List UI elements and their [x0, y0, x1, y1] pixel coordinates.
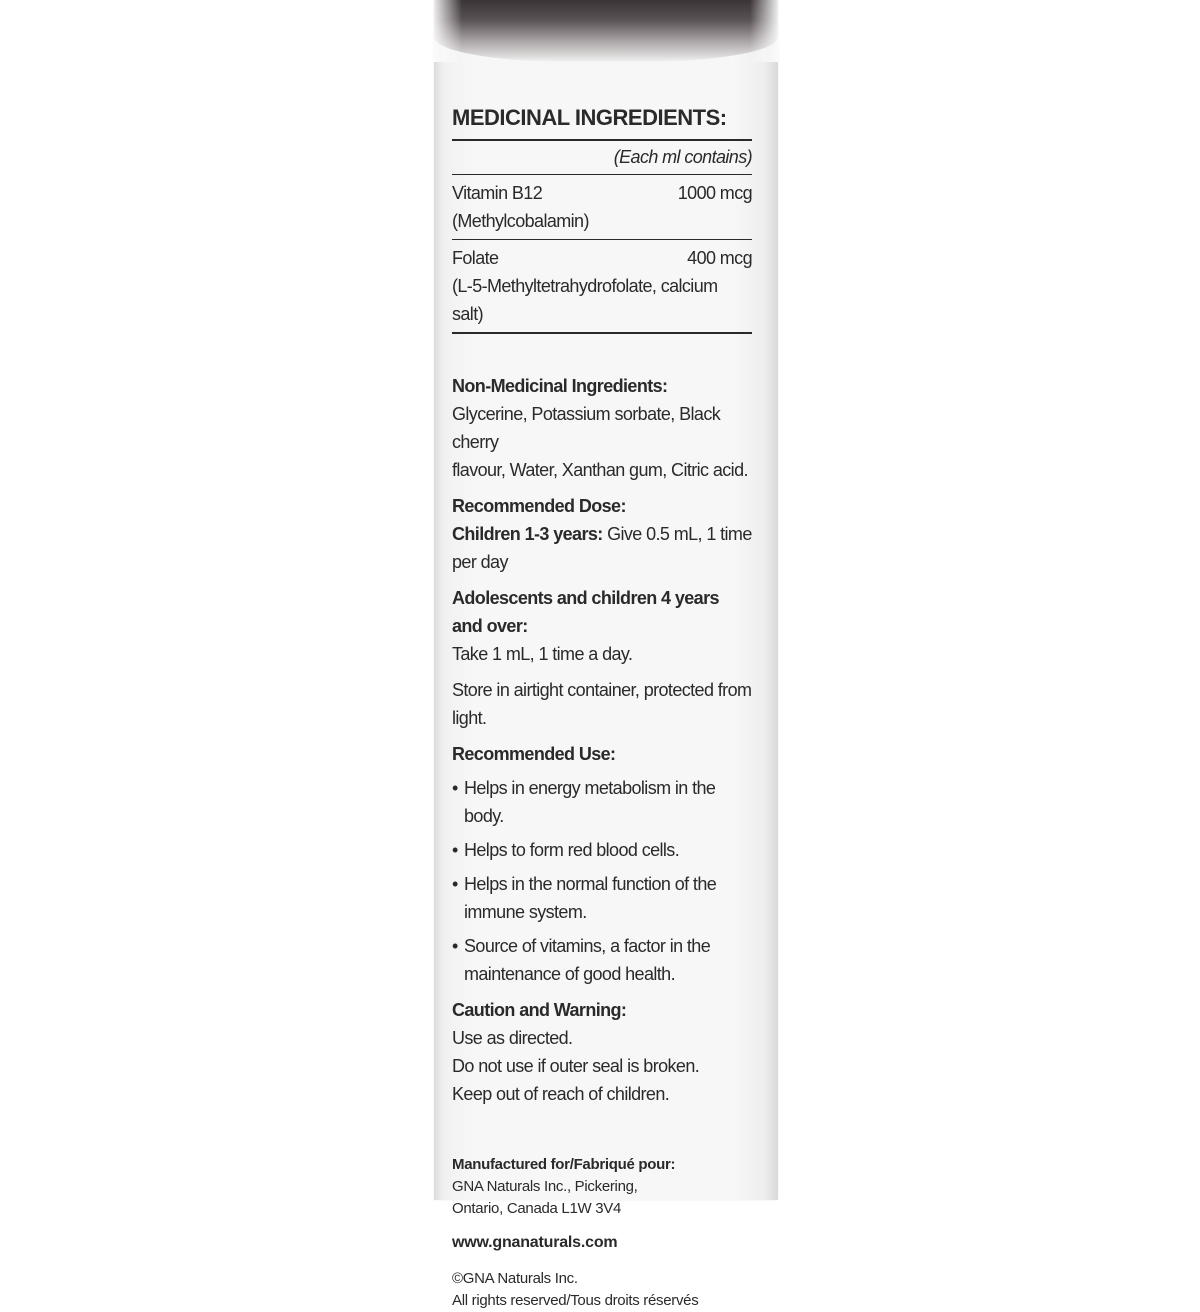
- dose-children-label: Children 1-3 years:: [452, 524, 603, 544]
- box-top-opening: [434, 0, 778, 62]
- caution-heading: Caution and Warning:: [452, 1000, 627, 1020]
- use-bullet: [452, 836, 752, 864]
- bullet-icon: •: [452, 840, 458, 860]
- manufacturer-line: GNA Naturals Inc., Pickering,: [452, 1178, 638, 1195]
- per-ml-note: (Each ml contains): [452, 141, 752, 175]
- ingredient-detail: (Methylcobalamin): [452, 211, 589, 231]
- copyright-text: ©GNA Naturals Inc.: [452, 1270, 578, 1287]
- non-medicinal-line: flavour, Water, Xanthan gum, Citric acid.: [452, 460, 748, 480]
- use-heading: Recommended Use:: [452, 744, 616, 764]
- use-bullet: [452, 932, 752, 988]
- ingredient-name: Vitamin B12: [452, 183, 543, 203]
- caution-line: Do not use if outer seal is broken.: [452, 1056, 700, 1076]
- use-bullet: [452, 870, 752, 926]
- dose-children: [452, 520, 752, 576]
- ingredient-row: [452, 175, 752, 240]
- non-medicinal-line: Glycerine, Potassium sorbate, Black cherry: [452, 404, 721, 452]
- use-bullet-text: Source of vitamins, a factor in the maintenance of good health.: [464, 936, 711, 984]
- ingredient-amount: 400 mcg: [687, 248, 752, 268]
- dose-section: [452, 492, 752, 732]
- ingredient-name: Folate: [452, 248, 499, 268]
- ingredient-amount: 1000 mcg: [677, 183, 752, 203]
- non-medicinal-heading: Non-Medicinal Ingredients:: [452, 376, 668, 396]
- manufacturer-section: [452, 1154, 752, 1312]
- non-medicinal-section: [452, 372, 752, 484]
- use-bullet-text: Helps in the normal function of the immune system.: [464, 874, 717, 922]
- dose-adolescents-label: Adolescents and children 4 years and over:: [452, 588, 719, 636]
- ingredient-detail: (L-5-Methyltetrahydrofolate, calcium salt): [452, 276, 718, 324]
- storage-note: Store in airtight container, protected from light.: [452, 680, 752, 728]
- caution-line: Use as directed.: [452, 1028, 573, 1048]
- use-bullet: [452, 774, 752, 830]
- bullet-icon: •: [452, 936, 458, 956]
- bullet-icon: •: [452, 778, 458, 798]
- caution-section: [452, 996, 752, 1108]
- label-panel: [452, 105, 752, 1312]
- use-section: [452, 740, 752, 988]
- website-url: www.gnanaturals.com: [452, 1234, 618, 1251]
- manufacturer-line: Ontario, Canada L1W 3V4: [452, 1200, 622, 1217]
- use-bullet-text: Helps in energy metabolism in the body.: [464, 778, 716, 826]
- caution-line: Keep out of reach of children.: [452, 1084, 670, 1104]
- bullet-icon: •: [452, 874, 458, 894]
- medicinal-ingredients-title: MEDICINAL INGREDIENTS:: [452, 105, 752, 141]
- rights-text: All rights reserved/Tous droits réservés: [452, 1292, 699, 1309]
- dose-heading: Recommended Dose:: [452, 496, 626, 516]
- use-bullet-text: Helps to form red blood cells.: [464, 840, 680, 860]
- ingredient-row: [452, 240, 752, 334]
- dose-adolescents-text: Take 1 mL, 1 time a day.: [452, 644, 633, 664]
- dose-children-text: Give 0.5 mL, 1 time per day: [452, 524, 752, 572]
- manufacturer-heading: Manufactured for/Fabriqué pour:: [452, 1156, 676, 1173]
